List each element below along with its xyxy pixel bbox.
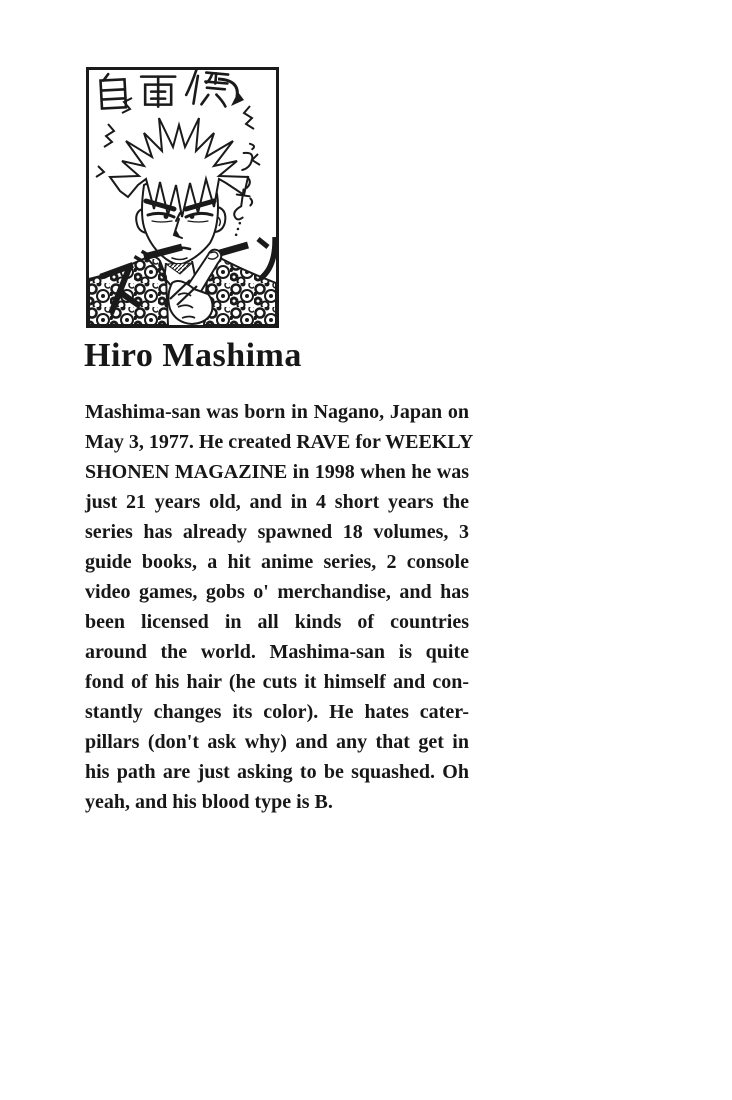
bio-line: series has already spawned 18 volumes, 3	[85, 521, 469, 543]
bio-line: just 21 years old, and in 4 short years the	[85, 491, 469, 513]
bio-line: video games, gobs o' merchandise, and has	[85, 581, 469, 603]
self-portrait-illustration	[86, 67, 279, 328]
bio-line: been licensed in all kinds of countries	[85, 611, 469, 633]
bio-line: his path are just asking to be squashed. Oh	[85, 761, 469, 783]
bio-line: fond of his hair (he cuts it himself and con-	[85, 671, 469, 693]
bio-line: May 3, 1977. He created RAVE for WEEKLY	[85, 431, 474, 453]
bio-line: guide books, a hit anime series, 2 console	[85, 551, 469, 573]
author-name-heading: Hiro Mashima	[84, 337, 302, 374]
bio-line: yeah, and his blood type is B.	[85, 791, 333, 813]
bio-line: around the world. Mashima-san is quite	[85, 641, 469, 663]
bio-line: SHONEN MAGAZINE in 1998 when he was	[85, 461, 469, 483]
bio-line: Mashima-san was born in Nagano, Japan on	[85, 401, 469, 423]
bio-line: pillars (don't ask why) and any that get in	[85, 731, 469, 753]
bio-line: stantly changes its color). He hates cater-	[85, 701, 469, 723]
author-self-portrait	[86, 67, 279, 328]
author-bio	[85, 397, 474, 817]
